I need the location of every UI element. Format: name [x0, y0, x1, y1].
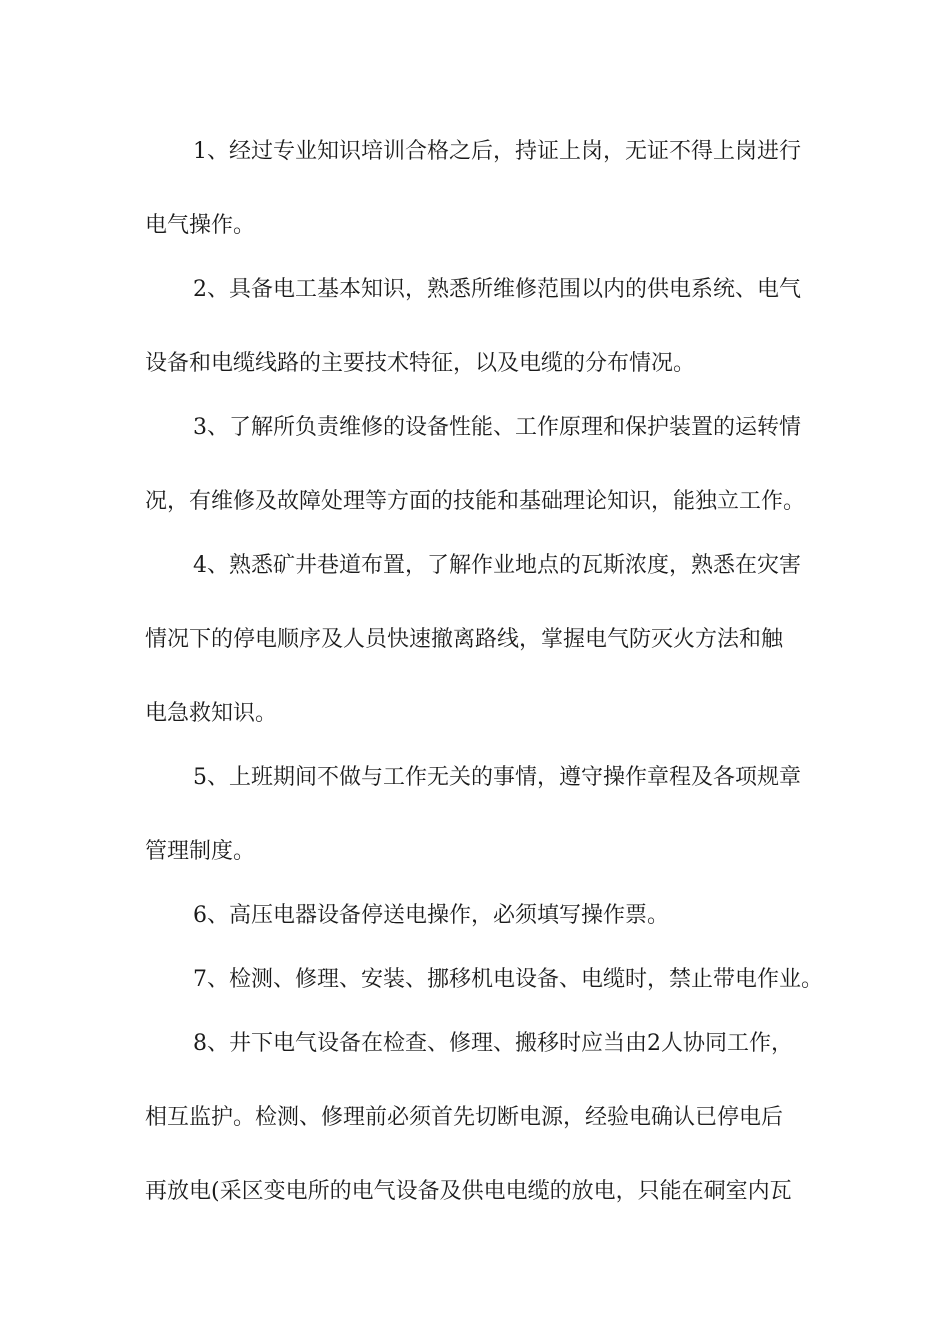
- paragraph-7-line-1: 7、检测、修理、安装、挪移机电设备、电缆时，禁止带电作业。: [193, 967, 823, 992]
- paragraph-3-line-2: 况，有维修及故障处理等方面的技能和基础理论知识，能独立工作。: [145, 489, 806, 514]
- paragraph-8-line-3: 再放电(采区变电所的电气设备及供电电缆的放电，只能在硐室内瓦: [145, 1179, 792, 1204]
- paragraph-5-line-1: 5、上班期间不做与工作无关的事情，遵守操作章程及各项规章: [193, 765, 801, 790]
- paragraph-3-line-1: 3、了解所负责维修的设备性能、工作原理和保护装置的运转情: [193, 415, 801, 440]
- paragraph-8-line-2: 相互监护。检测、修理前必须首先切断电源，经验电确认已停电后: [145, 1105, 784, 1130]
- paragraph-4-line-3: 电急救知识。: [145, 701, 278, 726]
- paragraph-4-line-2: 情况下的停电顺序及人员快速撤离路线，掌握电气防灭火方法和触: [145, 627, 784, 652]
- paragraph-1-line-2: 电气操作。: [145, 213, 256, 238]
- paragraph-1-line-1: 1、经过专业知识培训合格之后，持证上岗，无证不得上岗进行: [193, 139, 801, 164]
- paragraph-5-line-2: 管理制度。: [145, 839, 256, 864]
- paragraph-2-line-2: 设备和电缆线路的主要技术特征，以及电缆的分布情况。: [145, 351, 696, 376]
- paragraph-2-line-1: 2、具备电工基本知识，熟悉所维修范围以内的供电系统、电气: [193, 277, 801, 302]
- paragraph-8-line-1: 8、井下电气设备在检查、修理、搬移时应当由2人协同工作，: [193, 1031, 793, 1056]
- paragraph-6-line-1: 6、高压电器设备停送电操作，必须填写操作票。: [193, 903, 669, 928]
- paragraph-4-line-1: 4、熟悉矿井巷道布置，了解作业地点的瓦斯浓度，熟悉在灾害: [193, 553, 801, 578]
